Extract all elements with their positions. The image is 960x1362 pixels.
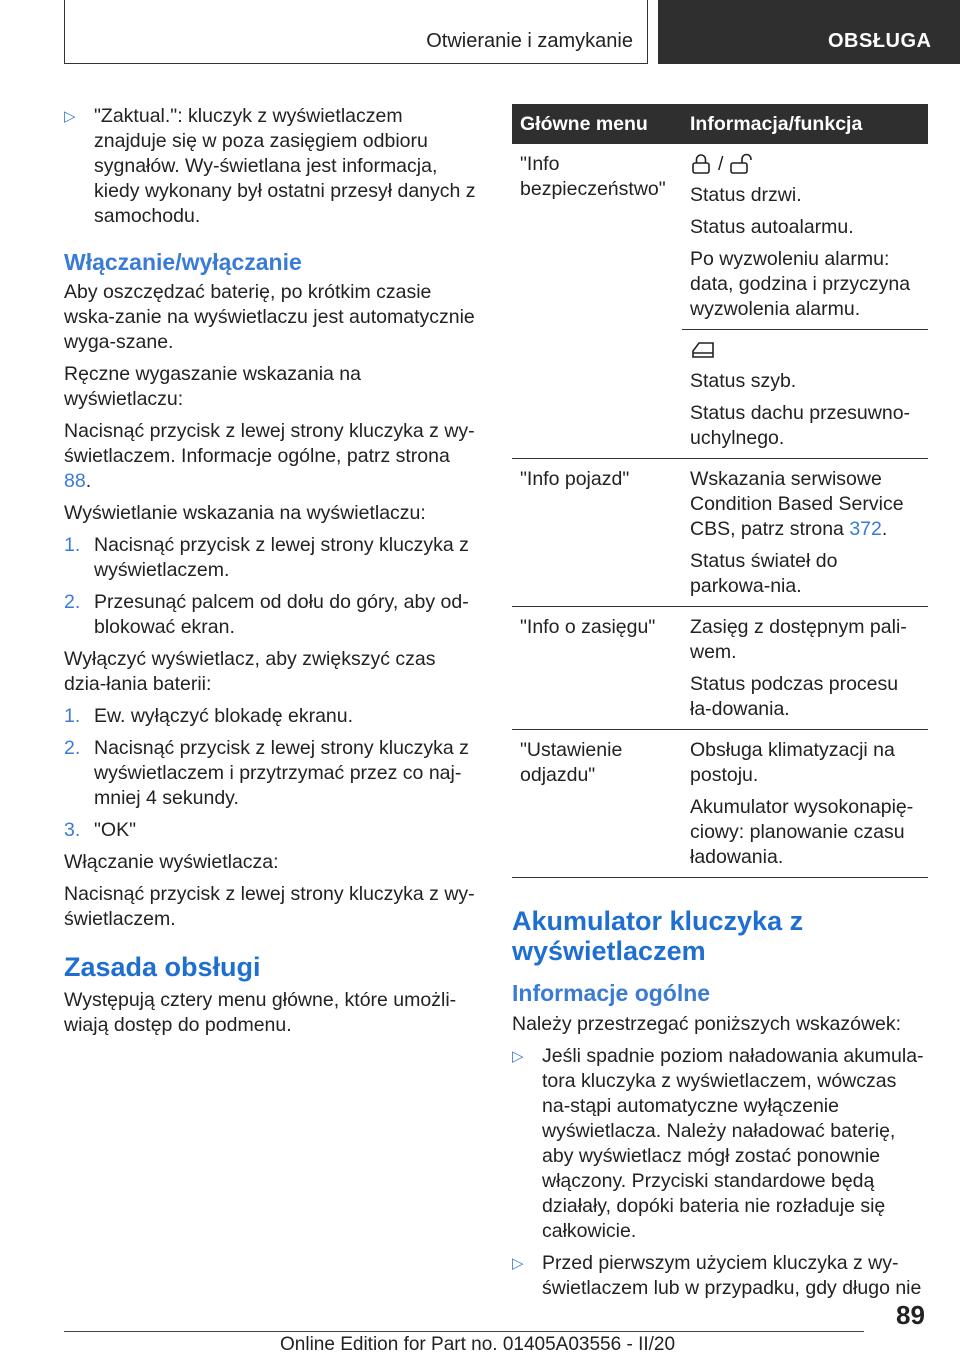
info-text: Status świateł do parkowa-nia. [690, 550, 838, 597]
bullet-text: Przed pierwszym użyciem kluczyka z wy-świetlaczem lub w przypadku, gdy długo nie [542, 1252, 922, 1299]
triangle-bullet-icon: ▷ [512, 1255, 524, 1272]
section-title: OBSŁUGA [828, 30, 932, 52]
info-text: Status autoalarmu. [690, 216, 854, 238]
list-item [64, 818, 476, 843]
car-window-icon [690, 339, 716, 361]
paragraph: Wyświetlanie wskazania na wyświetlaczu: [64, 502, 426, 524]
icon-separator: / [718, 152, 724, 175]
page-link-372[interactable]: 372 [849, 518, 882, 540]
paragraph: Nacisnąć przycisk z lewej strony kluczyka z wy-świetlaczem. [64, 883, 475, 930]
info-text: Po wyzwoleniu alarmu: data, godzina i przyczyna wyzwolenia alarmu. [690, 248, 911, 320]
list-text: Przesunąć palcem od dołu do góry, aby od-blokować ekran. [94, 591, 469, 638]
list-number: 2. [64, 591, 81, 613]
punctuation: . [85, 470, 92, 492]
footer-edition: Online Edition for Part no. 01405A03556 - II/20 [280, 1334, 676, 1355]
table-cell-info [682, 607, 928, 730]
right-column [512, 104, 928, 1308]
heading-akumulator: Akumulator kluczyka z wyświetlaczem [512, 906, 804, 966]
lock-closed-icon [690, 153, 712, 175]
info-text: Status drzwi. [690, 184, 802, 206]
info-text: Status podczas procesu ła-dowania. [690, 673, 899, 720]
bullet-item [512, 1251, 928, 1301]
punctuation: . [881, 518, 888, 540]
paragraph-text: Nacisnąć przycisk z lewej strony kluczyka z wy-świetlaczem. Informacje ogólne, patrz strona [64, 420, 475, 467]
triangle-bullet-icon: ▷ [64, 108, 76, 125]
paragraph [64, 419, 476, 494]
heading-informacje: Informacje ogólne [512, 980, 711, 1006]
table-header-info: Informacja/funkcja [682, 104, 928, 144]
bullet-text: Jeśli spadnie poziom naładowania akumula-tora kluczyka z wyświetlaczem, wówczas na-stąpi automatyczne wyłączenie wyświetlacza. Należy naładować baterię, aby wyświetlacz mógł zostać ponownie włączony. Przyciski standardowe będą działały, dopóki bateria nie rozładuje się całkowicie. [542, 1045, 924, 1242]
bullet-item [64, 104, 476, 229]
list-number: 1. [64, 534, 81, 556]
table-cell-menu: "Ustawienie odjazdu" [512, 730, 682, 878]
info-text: Status dachu przesuwno-uchylnego. [690, 402, 911, 449]
paragraph: Występują cztery menu główne, które umożli-wiają dostęp do podmenu. [64, 989, 457, 1036]
window-icon-row [690, 338, 920, 362]
table-row [512, 459, 928, 607]
info-text: Status szyb. [690, 370, 797, 392]
list-item [64, 590, 476, 640]
page-number: 89 [896, 1300, 925, 1330]
page-link-88[interactable]: 88 [64, 470, 86, 492]
list-text: "OK" [94, 819, 137, 841]
heading-wlaczanie: Włączanie/wyłączanie [64, 249, 302, 275]
list-number: 3. [64, 819, 81, 841]
chapter-title: Otwieranie i zamykanie [426, 30, 633, 52]
list-item [64, 736, 476, 811]
list-item [64, 704, 476, 729]
list-text: Nacisnąć przycisk z lewej strony kluczyka z wyświetlaczem i przytrzymać przez co naj-mniej 4 sekundy. [94, 737, 469, 809]
footer-divider [64, 1331, 864, 1332]
list-number: 2. [64, 737, 81, 759]
header-section-box [658, 0, 960, 64]
list-text: Ew. wyłączyć blokadę ekranu. [94, 705, 354, 727]
bullet-text: "Zaktual.": kluczyk z wyświetlaczem znajduje się w poza zasięgiem odbioru sygnałów. Wy-świetlana jest informacja, kiedy wykonany był ostatni przesył danych z samochodu. [94, 105, 476, 227]
table-cell-info [682, 459, 928, 607]
info-text: Obsługa klimatyzacji na postoju. [690, 739, 895, 786]
list-number: 1. [64, 705, 81, 727]
table-header-menu: Główne menu [512, 104, 682, 144]
list-item [64, 533, 476, 583]
left-column [64, 104, 476, 1045]
info-text-part: Wskazania serwisowe Condition Based Service CBS, patrz strona [690, 468, 904, 540]
paragraph: Aby oszczędzać baterię, po krótkim czasie wska-zanie na wyświetlaczu jest automatycznie wyga-szane. [64, 281, 475, 353]
lock-open-icon [729, 153, 759, 175]
table-row [512, 144, 928, 330]
list-text: Nacisnąć przycisk z lewej strony kluczyka z wyświetlaczem. [94, 534, 469, 581]
info-text: Zasięg z dostępnym pali-wem. [690, 616, 907, 663]
table-row [512, 607, 928, 730]
paragraph: Należy przestrzegać poniższych wskazówek: [512, 1013, 902, 1035]
header-chapter-box [64, 0, 648, 64]
paragraph: Wyłączyć wyświetlacz, aby zwiększyć czas dzia-łania baterii: [64, 648, 436, 695]
paragraph: Włączanie wyświetlacza: [64, 851, 279, 873]
table-cell-menu: "Info pojazd" [512, 459, 682, 607]
bullet-item [512, 1044, 928, 1244]
table-cell-info [682, 144, 928, 330]
menu-table [512, 104, 928, 878]
heading-zasada: Zasada obsługi [64, 952, 261, 982]
table-cell-info [682, 330, 928, 459]
lock-icons [690, 152, 920, 176]
paragraph: Ręczne wygaszanie wskazania na wyświetlaczu: [64, 363, 361, 410]
info-text [690, 467, 920, 542]
triangle-bullet-icon: ▷ [512, 1048, 524, 1065]
table-cell-menu: "Info bezpieczeństwo" [512, 144, 682, 459]
info-text: Akumulator wysokonapię-ciowy: planowanie czasu ładowania. [690, 796, 914, 868]
table-cell-info [682, 730, 928, 878]
table-cell-menu: "Info o zasięgu" [512, 607, 682, 730]
table-row [512, 730, 928, 878]
